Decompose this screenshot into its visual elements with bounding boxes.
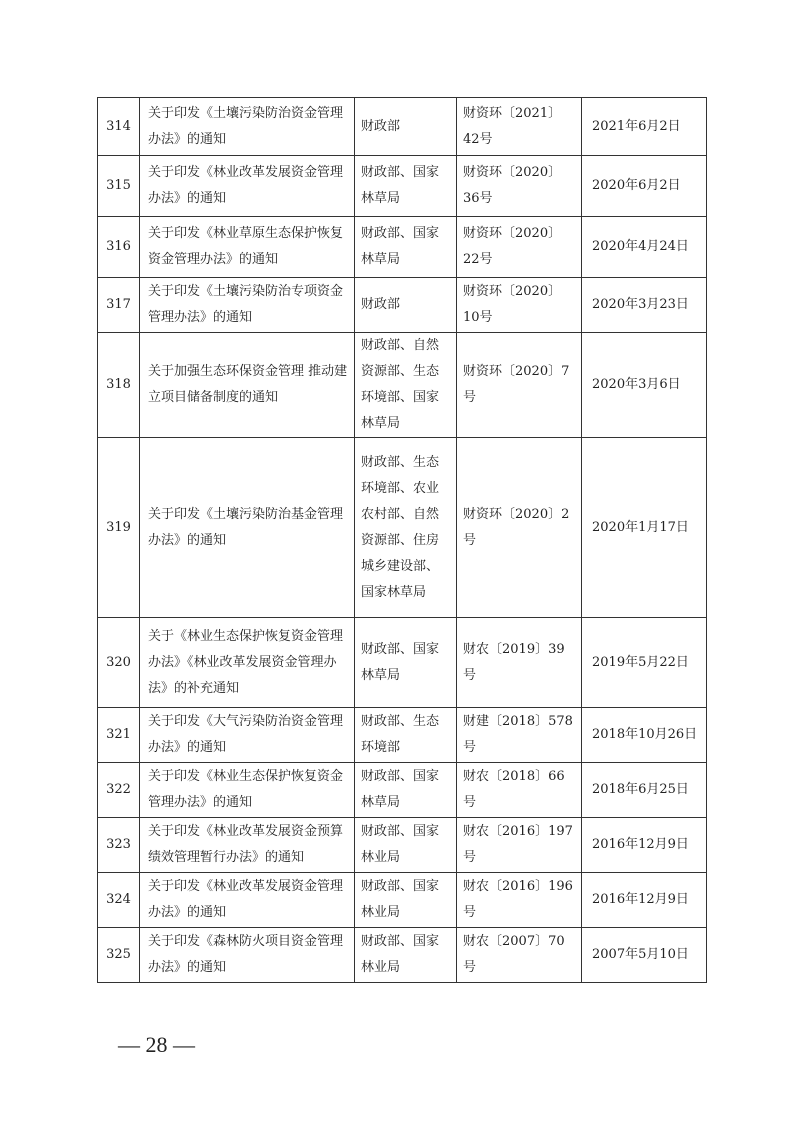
issuing-department: 财政部、国家林业局 bbox=[355, 928, 457, 983]
issuing-department: 财政部 bbox=[355, 278, 457, 333]
issue-date: 2018年6月25日 bbox=[582, 763, 707, 818]
document-title: 关于加强生态环保资金管理 推动建立项目储备制度的通知 bbox=[140, 333, 355, 438]
document-number: 财农〔2016〕197号 bbox=[457, 818, 582, 873]
row-number: 320 bbox=[98, 618, 140, 708]
issuing-department: 财政部、国家林草局 bbox=[355, 217, 457, 278]
issue-date: 2020年3月23日 bbox=[582, 278, 707, 333]
issue-date: 2018年10月26日 bbox=[582, 708, 707, 763]
issuing-department: 财政部、生态环境部 bbox=[355, 708, 457, 763]
policy-table bbox=[97, 97, 707, 983]
document-title: 关于印发《森林防火项目资金管理办法》的通知 bbox=[140, 928, 355, 983]
issuing-department: 财政部 bbox=[355, 98, 457, 156]
row-number: 322 bbox=[98, 763, 140, 818]
issuing-department: 财政部、国家林草局 bbox=[355, 156, 457, 217]
document-title: 关于《林业生态保护恢复资金管理办法》《林业改革发展资金管理办法》的补充通知 bbox=[140, 618, 355, 708]
issuing-department: 财政部、国家林草局 bbox=[355, 763, 457, 818]
table-row bbox=[98, 873, 707, 928]
document-number: 财建〔2018〕578号 bbox=[457, 708, 582, 763]
issue-date: 2016年12月9日 bbox=[582, 818, 707, 873]
table-row bbox=[98, 156, 707, 217]
table-row bbox=[98, 708, 707, 763]
document-title: 关于印发《林业改革发展资金预算绩效管理暂行办法》的通知 bbox=[140, 818, 355, 873]
issuing-department: 财政部、国家林业局 bbox=[355, 873, 457, 928]
document-number: 财资环〔2020〕7号 bbox=[457, 333, 582, 438]
table-row bbox=[98, 278, 707, 333]
issue-date: 2020年4月24日 bbox=[582, 217, 707, 278]
document-title: 关于印发《林业草原生态保护恢复资金管理办法》的通知 bbox=[140, 217, 355, 278]
issue-date: 2007年5月10日 bbox=[582, 928, 707, 983]
document-title: 关于印发《林业生态保护恢复资金管理办法》的通知 bbox=[140, 763, 355, 818]
row-number: 325 bbox=[98, 928, 140, 983]
document-number: 财农〔2016〕196号 bbox=[457, 873, 582, 928]
document-title: 关于印发《大气污染防治资金管理办法》的通知 bbox=[140, 708, 355, 763]
table-row bbox=[98, 928, 707, 983]
document-number: 财资环〔2020〕10号 bbox=[457, 278, 582, 333]
document-title: 关于印发《土壤污染防治资金管理办法》的通知 bbox=[140, 98, 355, 156]
document-number: 财农〔2019〕39号 bbox=[457, 618, 582, 708]
document-number: 财资环〔2020〕22号 bbox=[457, 217, 582, 278]
document-title: 关于印发《土壤污染防治专项资金管理办法》的通知 bbox=[140, 278, 355, 333]
row-number: 315 bbox=[98, 156, 140, 217]
row-number: 324 bbox=[98, 873, 140, 928]
issue-date: 2021年6月2日 bbox=[582, 98, 707, 156]
row-number: 319 bbox=[98, 438, 140, 618]
issuing-department: 财政部、国家林草局 bbox=[355, 618, 457, 708]
row-number: 317 bbox=[98, 278, 140, 333]
row-number: 321 bbox=[98, 708, 140, 763]
issuing-department: 财政部、自然资源部、生态环境部、国家林草局 bbox=[355, 333, 457, 438]
document-title: 关于印发《林业改革发展资金管理办法》的通知 bbox=[140, 156, 355, 217]
document-number: 财资环〔2020〕2号 bbox=[457, 438, 582, 618]
table-row bbox=[98, 333, 707, 438]
row-number: 316 bbox=[98, 217, 140, 278]
table-row bbox=[98, 98, 707, 156]
issue-date: 2019年5月22日 bbox=[582, 618, 707, 708]
document-title: 关于印发《林业改革发展资金管理办法》的通知 bbox=[140, 873, 355, 928]
page-number: — 28 — bbox=[118, 1032, 195, 1057]
issue-date: 2020年1月17日 bbox=[582, 438, 707, 618]
document-number: 财农〔2007〕70号 bbox=[457, 928, 582, 983]
document-number: 财农〔2018〕66号 bbox=[457, 763, 582, 818]
issue-date: 2020年6月2日 bbox=[582, 156, 707, 217]
row-number: 314 bbox=[98, 98, 140, 156]
issue-date: 2016年12月9日 bbox=[582, 873, 707, 928]
table-row bbox=[98, 763, 707, 818]
document-title: 关于印发《土壤污染防治基金管理办法》的通知 bbox=[140, 438, 355, 618]
table-row bbox=[98, 618, 707, 708]
issue-date: 2020年3月6日 bbox=[582, 333, 707, 438]
row-number: 323 bbox=[98, 818, 140, 873]
issuing-department: 财政部、生态环境部、农业农村部、自然资源部、住房城乡建设部、国家林草局 bbox=[355, 438, 457, 618]
table-row bbox=[98, 818, 707, 873]
document-number: 财资环〔2020〕36号 bbox=[457, 156, 582, 217]
issuing-department: 财政部、国家林业局 bbox=[355, 818, 457, 873]
table-row bbox=[98, 217, 707, 278]
row-number: 318 bbox=[98, 333, 140, 438]
table-row bbox=[98, 438, 707, 618]
document-number: 财资环〔2021〕42号 bbox=[457, 98, 582, 156]
